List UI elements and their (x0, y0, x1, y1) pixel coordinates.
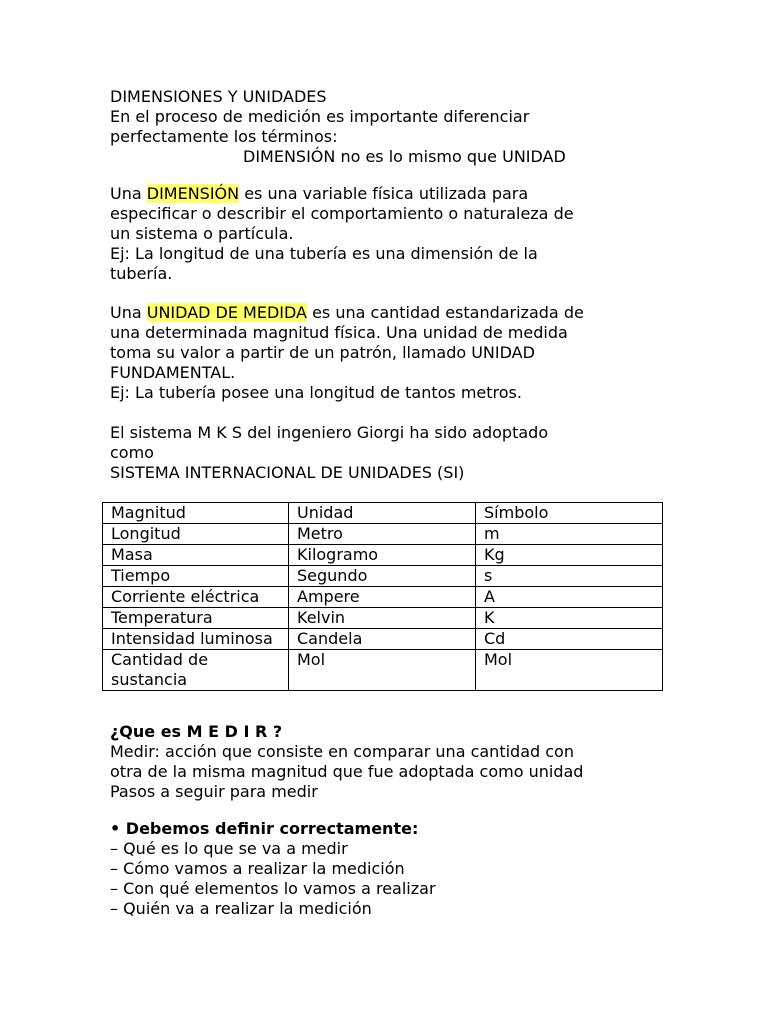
si-line-1: El sistema M K S del ingeniero Giorgi ha sido adoptado (110, 423, 549, 442)
table-cell: Intensidad luminosa (103, 629, 289, 650)
intro-section (110, 87, 670, 167)
table-cell: Cantidad de sustancia (103, 650, 289, 691)
medir-line-3: Pasos a seguir para medir (110, 782, 318, 801)
table-cell: Unidad (289, 503, 476, 524)
si-section (110, 423, 670, 483)
table-row (103, 650, 663, 691)
table-row (103, 566, 663, 587)
unit-line-2: una determinada magnitud física. Una unidad de medida (110, 323, 568, 342)
dimension-highlighted-term: DIMENSIÓN (146, 184, 240, 203)
intro-line-2: perfectamente los términos: (110, 127, 338, 146)
list-item: – Con qué elementos lo vamos a realizar (110, 879, 436, 898)
steps-heading: • Debemos definir correctamente: (110, 819, 419, 838)
table-cell: K (476, 608, 663, 629)
medir-heading: ¿Que es M E D I R ? (110, 722, 283, 741)
intro-line-1: En el proceso de medición es importante diferenciar (110, 107, 530, 126)
table-cell: Tiempo (103, 566, 289, 587)
steps-section (110, 819, 670, 919)
table-cell: Mol (476, 650, 663, 691)
unit-line-4: FUNDAMENTAL. (110, 363, 236, 382)
table-row (103, 608, 663, 629)
document-title: DIMENSIONES Y UNIDADES (110, 87, 327, 106)
table-cell: Mol (289, 650, 476, 691)
dimension-example-2: tubería. (110, 264, 173, 283)
table-row (103, 587, 663, 608)
unit-highlighted-term: UNIDAD DE MEDIDA (146, 303, 307, 322)
table-cell: Longitud (103, 524, 289, 545)
unit-definition (110, 303, 670, 403)
table-cell: Temperatura (103, 608, 289, 629)
table-cell: Metro (289, 524, 476, 545)
table-cell: Ampere (289, 587, 476, 608)
table-row (103, 545, 663, 566)
si-line-2: como (110, 443, 154, 462)
dimension-line-2: especificar o describir el comportamiento o naturaleza de (110, 204, 574, 223)
list-item: – Quién va a realizar la medición (110, 899, 372, 918)
table-cell: s (476, 566, 663, 587)
medir-section (110, 722, 670, 802)
table-cell: Kelvin (289, 608, 476, 629)
table-cell: Kg (476, 545, 663, 566)
table-cell: m (476, 524, 663, 545)
dimension-suffix: es una variable física utilizada para (239, 184, 529, 203)
unit-line-1 (110, 303, 670, 323)
dimension-line-3: un sistema o partícula. (110, 224, 294, 243)
dimension-definition (110, 184, 670, 284)
list-item: – Qué es lo que se va a medir (110, 839, 348, 858)
medir-line-2: otra de la misma magnitud que fue adoptada como unidad (110, 762, 584, 781)
table-cell: Símbolo (476, 503, 663, 524)
unit-example: Ej: La tubería posee una longitud de tantos metros. (110, 383, 522, 402)
table-cell: A (476, 587, 663, 608)
intro-centered-statement: DIMENSIÓN no es lo mismo que UNIDAD (243, 147, 566, 166)
si-line-3: SISTEMA INTERNACIONAL DE UNIDADES (SI) (110, 463, 465, 482)
table-cell: Segundo (289, 566, 476, 587)
dimension-prefix: Una (110, 184, 147, 203)
table-cell: Cd (476, 629, 663, 650)
dimension-example-1: Ej: La longitud de una tubería es una dimensión de la (110, 244, 538, 263)
table-cell: Corriente eléctrica (103, 587, 289, 608)
dimension-line-1 (110, 184, 670, 204)
table-cell: Magnitud (103, 503, 289, 524)
unit-prefix: Una (110, 303, 147, 322)
table-row (103, 524, 663, 545)
table-cell: Kilogramo (289, 545, 476, 566)
si-units-table (102, 502, 663, 691)
medir-line-1: Medir: acción que consiste en comparar una cantidad con (110, 742, 574, 761)
list-item: – Cómo vamos a realizar la medición (110, 859, 405, 878)
unit-suffix: es una cantidad estandarizada de (307, 303, 584, 322)
table-row (103, 629, 663, 650)
unit-line-3: toma su valor a partir de un patrón, llamado UNIDAD (110, 343, 535, 362)
table-header-row (103, 503, 663, 524)
table-cell: Candela (289, 629, 476, 650)
table-cell: Masa (103, 545, 289, 566)
